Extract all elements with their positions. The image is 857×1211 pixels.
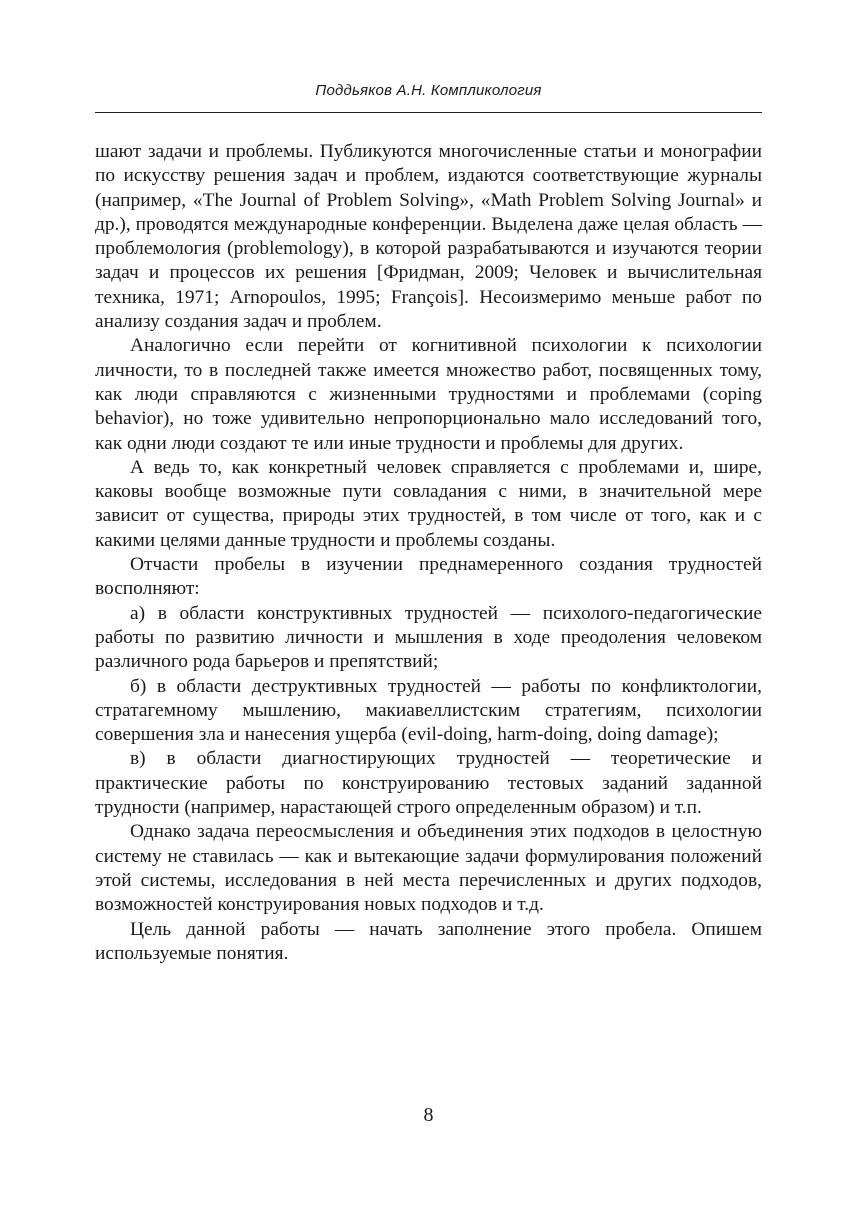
body-text [95, 140, 762, 966]
paragraph-continuation: шают задачи и проблемы. Публикуются многочисленные статьи и монографии по искусству решения задач и проблем, издаются соответствующие журналы (например, «The Journal of Problem Solving», «Math Problem Solving Journal» и др.), проводятся международные конференции. Выделена даже целая область — проблемология (problemology), в которой разрабатываются и изучаются теории задач и процессов их решения [Фридман, 2009; Человек и вычислительная техника, 1971; Arnopoulos, 1995; François]. Несоизмеримо меньше работ по анализу создания задач и проблем. [95, 141, 762, 333]
running-header: Поддьяков А.Н. Компликология [315, 82, 542, 99]
list-item-destructive: б) в области деструктивных трудностей — работы по конфликтологии, стратагемному мышлению, макиавеллистским стратегиям, психологии совершения зла и нанесения ущерба (evil-doing, harm-doing, doing damage); [95, 675, 762, 746]
paragraph-personality-psychology: Аналогично если перейти от когнитивной психологии к психологии личности, то в последней также имеется множество работ, посвященных тому, как люди справляются с жизненными трудностями и проблемами (coping behavior), но тоже удивительно непропорционально мало исследований того, как одни люди создают те или иные трудности и проблемы для других. [95, 335, 762, 454]
paragraph-integration: Однако задача переосмысления и объединения этих подходов в целостную систему не ставилась — как и вытекающие задачи формулирования положений этой системы, исследования в ней места перечисленных и других подходов, возможностей конструирования новых подходов и т.д. [95, 821, 762, 916]
list-item-constructive: а) в области конструктивных трудностей — психолого-педагогические работы по развитию личности и мышления в ходе преодоления человеком различного рода барьеров и препятствий; [95, 602, 762, 673]
list-item-diagnostic: в) в области диагностирующих трудностей — теоретические и практические работы по конструированию тестовых заданий заданной трудности (например, нарастающей строго определенным образом) и т.п. [95, 748, 762, 819]
paragraph-coping-nature: А ведь то, как конкретный человек справляется с проблемами и, шире, каковы вообще возможные пути совладания с ними, в значительной мере зависит от существа, природы этих трудностей, в том числе от того, как и с какими целями данные трудности и проблемы созданы. [95, 456, 762, 551]
paragraph-goal: Цель данной работы — начать заполнение этого пробела. Опишем используемые понятия. [95, 918, 762, 964]
header-rule [95, 112, 762, 113]
paragraph-gaps-intro: Отчасти пробелы в изучении преднамеренного создания трудностей восполняют: [95, 554, 762, 600]
page-number: 8 [423, 1104, 434, 1126]
